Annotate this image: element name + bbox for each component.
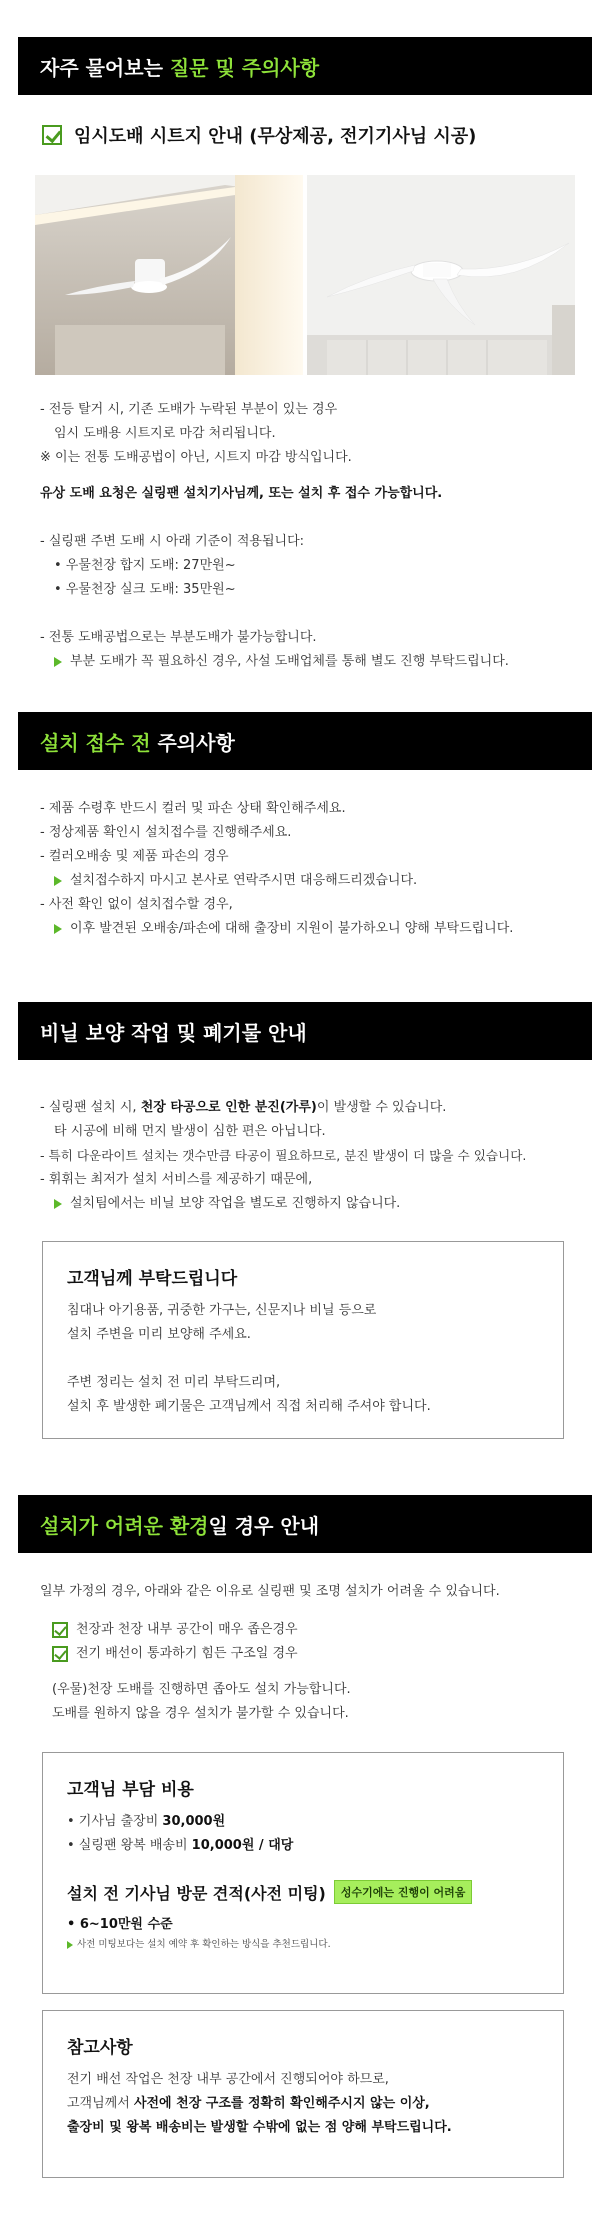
difficult-checks	[52, 1618, 298, 1666]
checkbox-icon	[52, 1622, 68, 1638]
difficult-note-2: 도배를 원하지 않을 경우 설치가 불가할 수 있습니다.	[52, 1706, 349, 1721]
faq-line-3: ※ 이는 전통 도배공법이 아닌, 시트지 마감 방식입니다.	[40, 450, 352, 465]
difficult-intro: 일부 가정의 경우, 아래와 같은 이유로 실링팬 및 조명 설치가 어려울 수 있습니다.	[40, 1584, 500, 1599]
vinyl-line-1-pre: - 실링팬 설치 시,	[40, 1100, 141, 1115]
fee-1-label: • 기사님 출장비	[67, 1814, 163, 1829]
vinyl-line-1-post: 이 발생할 수 있습니다.	[316, 1100, 447, 1115]
faq-checkbox-heading	[42, 122, 476, 148]
fee-2-label: • 실링팬 왕복 배송비	[67, 1838, 192, 1853]
faq-line-2: 임시 도배용 시트지로 마감 처리됩니다.	[54, 426, 276, 441]
faq-line-5: • 우물천장 합지 도배: 27만원~	[54, 558, 236, 573]
peak-season-badge: 성수기에는 진행이 어려움	[334, 1880, 473, 1904]
vinyl-line-3: - 특히 다운라이트 설치는 갯수만큼 타공이 필요하므로, 분진 발생이 더 많을 수 있습니다.	[40, 1148, 527, 1163]
pre-install-title-suffix: 주의사항	[150, 730, 235, 755]
customer-request-line-2: 설치 주변을 미리 보양해 주세요.	[67, 1327, 251, 1342]
reference-line-2-pre: 고객님께서	[67, 2096, 134, 2111]
triangle-bullet-icon	[54, 924, 62, 934]
reference-box	[42, 2010, 564, 2178]
triangle-bullet-icon	[54, 1199, 62, 1209]
reference-line-1: 전기 배선 작업은 천장 내부 공간에서 진행되어야 하므로,	[67, 2072, 389, 2087]
triangle-bullet-icon	[54, 876, 62, 886]
cost-title: 고객님 부담 비용	[67, 1780, 194, 1800]
faq-body	[40, 398, 580, 674]
pre-install-line-3: - 컬러오배송 및 제품 파손의 경우	[40, 849, 229, 864]
vinyl-line-1-bold: 천장 타공으로 인한 분진(가루)	[140, 1100, 317, 1115]
difficult-note	[52, 1678, 351, 1726]
fee-1-value: 30,000원	[162, 1814, 226, 1829]
customer-request-line-1: 침대나 아기용품, 귀중한 가구는, 신문지나 비닐 등으로	[67, 1303, 377, 1318]
pre-install-line-1: - 제품 수령후 반드시 컬러 및 파손 상태 확인해주세요.	[40, 801, 346, 816]
pre-install-body	[40, 797, 580, 941]
vinyl-line-4: - 휘휘는 최저가 설치 서비스를 제공하기 때문에,	[40, 1172, 313, 1187]
checkbox-icon	[52, 1646, 68, 1662]
checkbox-icon	[42, 125, 62, 145]
pre-install-line-4: 설치접수하지 마시고 본사로 연락주시면 대응해드리겠습니다.	[70, 873, 418, 888]
vinyl-body	[40, 1096, 580, 1216]
pre-install-banner	[18, 712, 592, 770]
faq-line-4: - 실링팬 주변 도배 시 아래 기준이 적용됩니다:	[40, 534, 305, 549]
ceiling-fan-image-1	[35, 175, 303, 375]
difficult-title-highlight: 설치가 어려운 환경	[40, 1513, 209, 1538]
reference-line-3: 출장비 및 왕복 배송비는 발생할 수밖에 없는 점 양해 부탁드립니다.	[67, 2120, 452, 2135]
faq-line-1: - 전등 탈거 시, 기존 도배가 누락된 부분이 있는 경우	[40, 402, 338, 417]
faq-checkbox-title: 임시도배 시트지 안내 (무상제공, 전기기사님 시공)	[74, 126, 477, 147]
reference-line-2-bold: 사전에 천장 구조를 정확히 확인해주시지 않는 이상,	[133, 2096, 430, 2111]
pre-install-line-2: - 정상제품 확인시 설치접수를 진행해주세요.	[40, 825, 292, 840]
ceiling-fan-image-2	[307, 175, 575, 375]
cost-box	[42, 1752, 564, 1994]
vinyl-title: 비닐 보양 작업 및 폐기물 안내	[40, 1020, 307, 1045]
customer-request-line-4: 설치 후 발생한 폐기물은 고객님께서 직접 처리해 주셔야 합니다.	[67, 1399, 431, 1414]
customer-request-line-3: 주변 정리는 설치 전 미리 부탁드리며,	[67, 1375, 281, 1390]
triangle-bullet-icon	[67, 1941, 73, 1949]
difficult-check-1: 천장과 천장 내부 공간이 매우 좁은경우	[76, 1622, 298, 1637]
visit-note: 사전 미팅보다는 설치 예약 후 확인하는 방식을 추천드립니다.	[77, 1939, 331, 1950]
vinyl-line-5: 설치팀에서는 비닐 보양 작업을 별도로 진행하지 않습니다.	[70, 1196, 401, 1211]
faq-line-8: 부분 도배가 꼭 필요하신 경우, 사설 도배업체를 통해 별도 진행 부탁드립니다.	[70, 654, 509, 669]
customer-request-title: 고객님께 부탁드립니다	[67, 1269, 238, 1289]
visit-title: 설치 전 기사님 방문 견적(사전 미팅)	[67, 1883, 326, 1903]
ceiling-fan-photo-1	[35, 175, 303, 375]
difficult-check-2: 전기 배선이 통과하기 힘든 구조일 경우	[76, 1646, 298, 1661]
customer-request-box	[42, 1241, 564, 1439]
reference-title: 참고사항	[67, 2038, 133, 2058]
visit-price: • 6~10만원 수준	[67, 1917, 173, 1932]
vinyl-line-2: 타 시공에 비해 먼지 발생이 심한 편은 아닙니다.	[54, 1124, 326, 1139]
fee-2-value: 10,000원 / 대당	[191, 1838, 294, 1853]
pre-install-line-6: 이후 발견된 오배송/파손에 대해 출장비 지원이 불가하오니 양해 부탁드립니다.	[70, 921, 514, 936]
ceiling-fan-photo-2	[307, 175, 575, 375]
faq-title-prefix: 자주 물어보는	[40, 55, 170, 80]
difficult-note-1: (우물)천장 도배를 진행하면 좁아도 설치 가능합니다.	[52, 1682, 351, 1697]
faq-bold-line: 유상 도배 요청은 실링팬 설치기사님께, 또는 설치 후 접수 가능합니다.	[40, 486, 443, 501]
faq-title-highlight: 질문 및 주의사항	[169, 55, 320, 80]
difficult-banner	[18, 1495, 592, 1553]
vinyl-banner	[18, 1002, 592, 1060]
faq-line-7: - 전통 도배공법으로는 부분도배가 불가능합니다.	[40, 630, 317, 645]
pre-install-title-highlight: 설치 접수 전	[40, 730, 151, 755]
triangle-bullet-icon	[54, 657, 62, 667]
faq-banner	[18, 37, 592, 95]
difficult-title-suffix: 일 경우 안내	[208, 1513, 320, 1538]
pre-install-line-5: - 사전 확인 없이 설치접수할 경우,	[40, 897, 233, 912]
faq-line-6: • 우물천장 실크 도배: 35만원~	[54, 582, 236, 597]
